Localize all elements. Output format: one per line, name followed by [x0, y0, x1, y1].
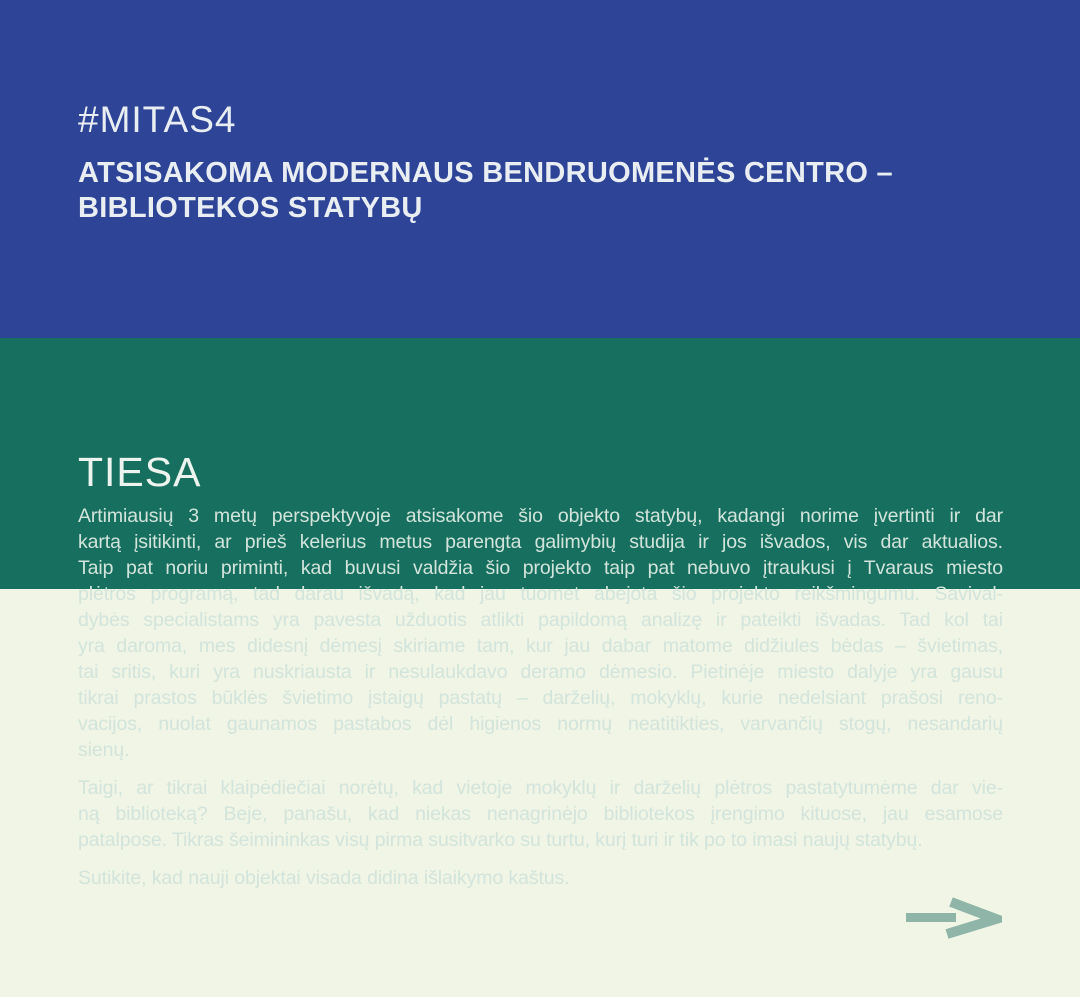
- next-arrow-icon[interactable]: [900, 892, 1002, 942]
- text-line: Taigi, ar tikrai klaipėdiečiai norėtų, kad vietoje mokyklų ir darželių plėtros pastatytumėme dar vie-: [78, 777, 1003, 799]
- text-line: patalpose. Tikras šeimininkas visų pirma susitvarko su turtu, kurį turi ir tik po to imasi naujų statybų.: [78, 829, 923, 851]
- myth-tag: #MITAS4: [78, 99, 237, 140]
- text-line: ATSISAKOMA MODERNAUS BENDRUOMENĖS CENTRO –: [78, 157, 893, 189]
- myth-title: [78, 156, 1008, 226]
- truth-body: [78, 503, 1003, 903]
- text-line: sienų.: [78, 739, 130, 761]
- text-line: ną biblioteką? Beje, panašu, kad niekas nenagrinėjo bibliotekos įrengimo kituose, jau esamose: [78, 803, 1003, 825]
- text-line: kartą įsitikinti, ar prieš kelerius metus parengta galimybių studija ir jos išvados, vis dar aktualios.: [78, 531, 1003, 553]
- text-line: Sutikite, kad nauji objektai visada didina išlaikymo kaštus.: [78, 867, 570, 889]
- text-line: yra daroma, mes didesnį dėmesį skiriame tam, kur jau dabar matome didžiules bėdas – švietimas,: [78, 635, 1003, 657]
- text-line: BIBLIOTEKOS STATYBŲ: [78, 192, 423, 224]
- paragraph: [78, 503, 1003, 763]
- paragraph: [78, 775, 1003, 853]
- paragraph: [78, 865, 1003, 891]
- text-line: tai sritis, kuri yra nuskriausta ir nesulaukdavo deramo dėmesio. Pietinėje miesto dalyje yra gausu: [78, 661, 1003, 683]
- text-line: plėtros programą, tad darau išvadą, kad jau tuomet abejota šio projekto reikšmingumu. Savival-: [78, 583, 1003, 605]
- text-line: Artimiausių 3 metų perspektyvoje atsisakome šio objekto statybų, kadangi norime įvertinti ir dar: [78, 505, 1003, 527]
- text-line: tikrai prastos būklės švietimo įstaigų pastatų – darželių, mokyklų, kurie nedelsiant prašosi reno-: [78, 687, 1003, 709]
- truth-heading: TIESA: [78, 449, 202, 495]
- text-line: vacijos, nuolat gaunamos pastabos dėl higienos normų neatitikties, varvančių stogų, nesandarių: [78, 713, 1003, 735]
- divider-dark-blue-step-2: [0, 0, 186, 33]
- text-line: dybės specialistams yra pavesta užduotis atlikti papildomą analizę ir pateikti išvadas. Tad kol tai: [78, 609, 1003, 631]
- text-line: Taip pat noriu priminti, kad buvusi valdžia šio projekto taip pat nebuvo įtraukusi į Tvaraus miesto: [78, 557, 1003, 579]
